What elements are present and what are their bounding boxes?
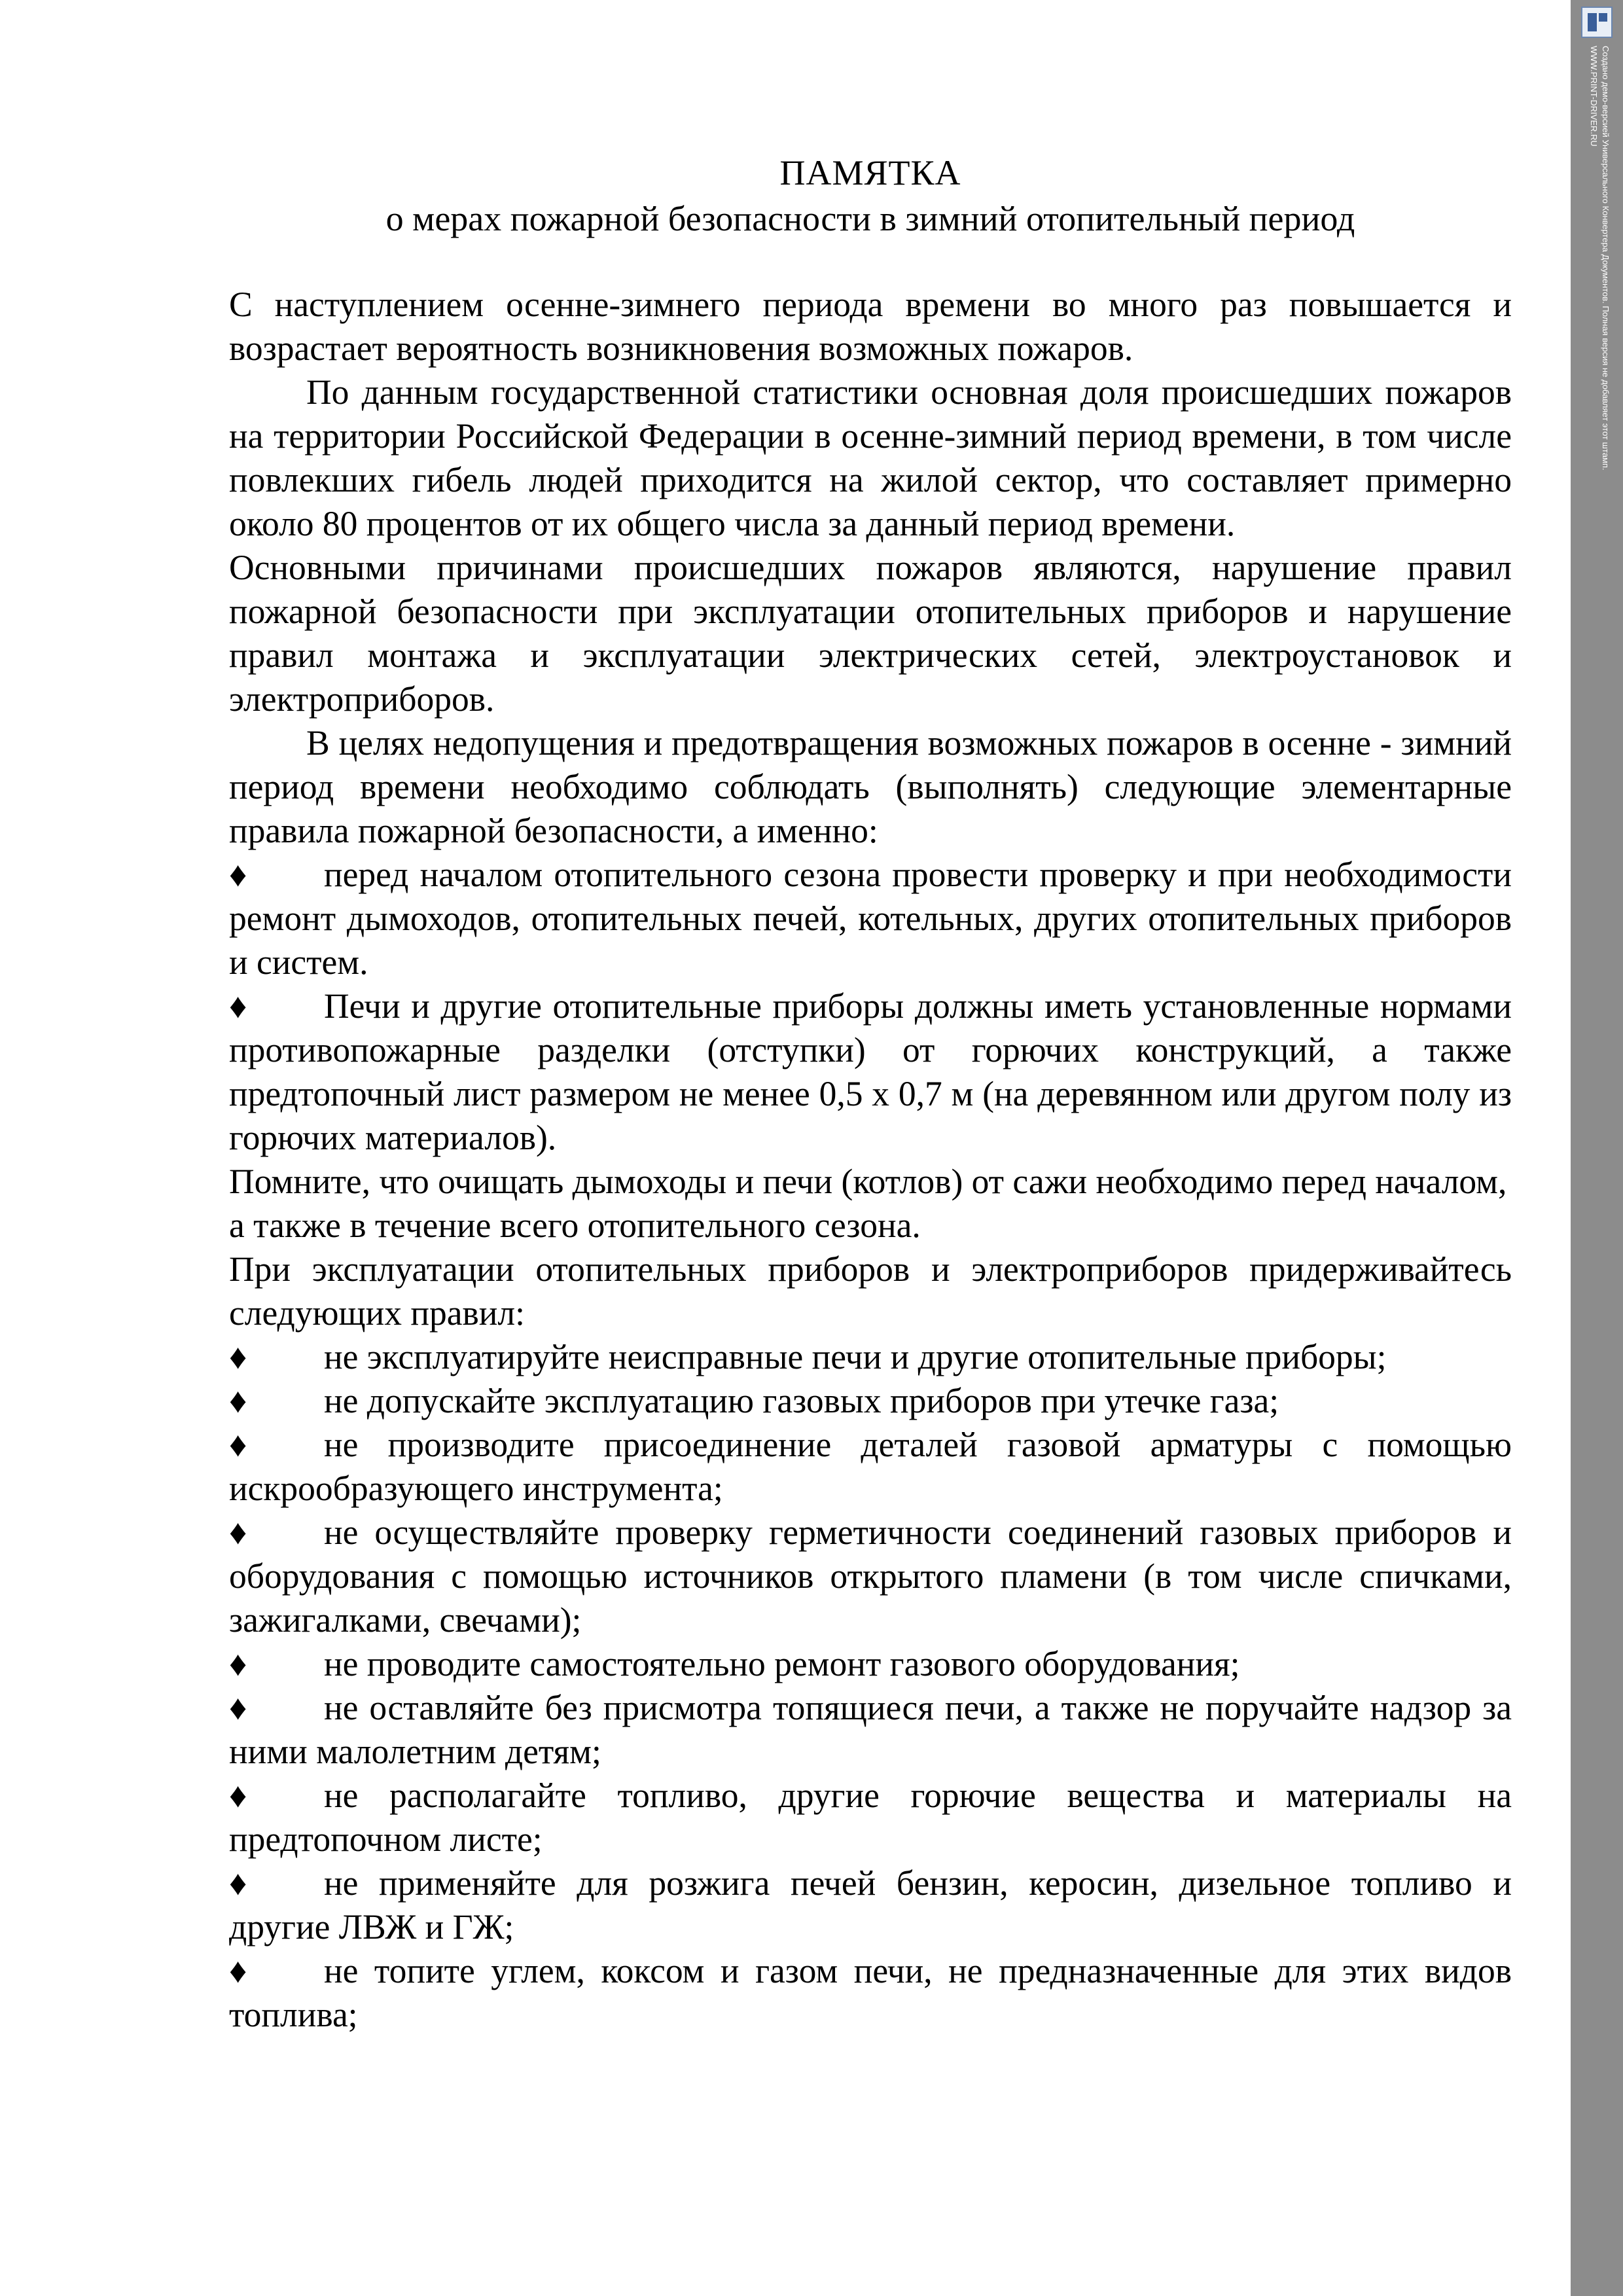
bullet-icon: ♦: [229, 986, 247, 1026]
list-item-text: не допускайте эксплуатацию газовых приборов при утечке газа;: [324, 1381, 1279, 1420]
list-item-text: перед началом отопительного сезона провести проверку и при необходимости ремонт дымоходов, отопительных печей, котельных, других отопительных приборов и систем.: [229, 855, 1512, 982]
list-item: [229, 1774, 1512, 1861]
list-item-text: не производите присоединение деталей газовой арматуры с помощью искрообразующего инструмента;: [229, 1425, 1512, 1508]
list-item: [229, 984, 1512, 1160]
bullet-icon: ♦: [229, 1863, 247, 1903]
document-title: ПАМЯТКА: [779, 153, 961, 192]
bullet-icon: ♦: [229, 1644, 247, 1683]
paragraph-chimney-cleaning: Помните, что очищать дымоходы и печи (котлов) от сажи необходимо перед началом, а также в течение всего отопительного сезона.: [229, 1162, 1507, 1245]
list-item: [229, 853, 1512, 984]
document-body: [229, 283, 1512, 2037]
list-item-text: Печи и другие отопительные приборы должны иметь установленные нормами противопожарные разделки (отступки) от горючих конструкций, а также предтопочный лист размером не менее 0,5 х 0,7 м (на деревянном или другом полу из горючих материалов).: [229, 986, 1512, 1157]
list-item-text: не располагайте топливо, другие горючие вещества и материалы на предтопочном листе;: [229, 1776, 1512, 1859]
document-subtitle: о мерах пожарной безопасности в зимний отопительный период: [385, 199, 1355, 238]
list-item-text: не эксплуатируйте неисправные печи и другие отопительные приборы;: [324, 1337, 1387, 1376]
list-item: [229, 1379, 1512, 1423]
list-item-text: не оставляйте без присмотра топящиеся печи, а также не поручайте надзор за ними малолетним детям;: [229, 1688, 1512, 1771]
paragraph-intro: С наступлением осенне-зимнего периода времени во много раз повышается и возрастает вероятность возникновения возможных пожаров.: [229, 285, 1512, 368]
paragraph-causes: Основными причинами происшедших пожаров являются, нарушение правил пожарной безопасности при эксплуатации отопительных приборов и нарушение правил монтажа и эксплуатации электрических сетей, электроустановок и электроприборов.: [229, 548, 1512, 719]
list-item: [229, 1423, 1512, 1511]
converter-logo-icon: [1581, 7, 1613, 38]
list-item: [229, 1861, 1512, 1949]
bullet-icon: ♦: [229, 1381, 247, 1420]
paragraph-statistics: По данным государственной статистики основная доля происшедших пожаров на территории Российской Федерации в осенне-зимний период времени, в том числе повлекших гибель людей приходится на жилой сектор, что составляет примерно около 80 процентов от их общего числа за данный период времени.: [229, 372, 1512, 543]
bullet-icon: ♦: [229, 855, 247, 894]
list-item: [229, 1686, 1512, 1774]
list-item-text: не осуществляйте проверку герметичности соединений газовых приборов и оборудования с помощью источников открытого пламени (в том числе спичками, зажигалками, свечами);: [229, 1513, 1512, 1640]
list-item-text: не топите углем, коксом и газом печи, не предназначенные для этих видов топлива;: [229, 1951, 1512, 2034]
bullet-icon: ♦: [229, 1513, 247, 1552]
list-item: [229, 1511, 1512, 1642]
list-item-text: не проводите самостоятельно ремонт газового оборудования;: [324, 1644, 1240, 1683]
watermark-url: WWW.PRINT-DRIVER.RU: [1589, 46, 1599, 147]
bullet-icon: ♦: [229, 1425, 247, 1464]
list-item-text: не применяйте для розжига печей бензин, керосин, дизельное топливо и другие ЛВЖ и ГЖ;: [229, 1863, 1512, 1946]
bullet-icon: ♦: [229, 1337, 247, 1376]
list-item: [229, 1642, 1512, 1686]
watermark-text: [1585, 46, 1611, 471]
list-item: [229, 1949, 1512, 2037]
list-item: [229, 1335, 1512, 1379]
bullet-icon: ♦: [229, 1776, 247, 1815]
bullet-icon: ♦: [229, 1951, 247, 1990]
paragraph-rules-intro: В целях недопущения и предотвращения возможных пожаров в осенне - зимний период времени необходимо соблюдать (выполнять) следующие элементарные правила пожарной безопасности, а именно:: [229, 723, 1512, 850]
bullet-icon: ♦: [229, 1688, 247, 1727]
paragraph-operation-rules: При эксплуатации отопительных приборов и электроприборов придерживайтесь следующих правил:: [229, 1249, 1512, 1333]
watermark-line: Создано демо-версией Универсального Конвертера Документов. Полная версия не добавляет этот штамп.: [1601, 46, 1611, 471]
